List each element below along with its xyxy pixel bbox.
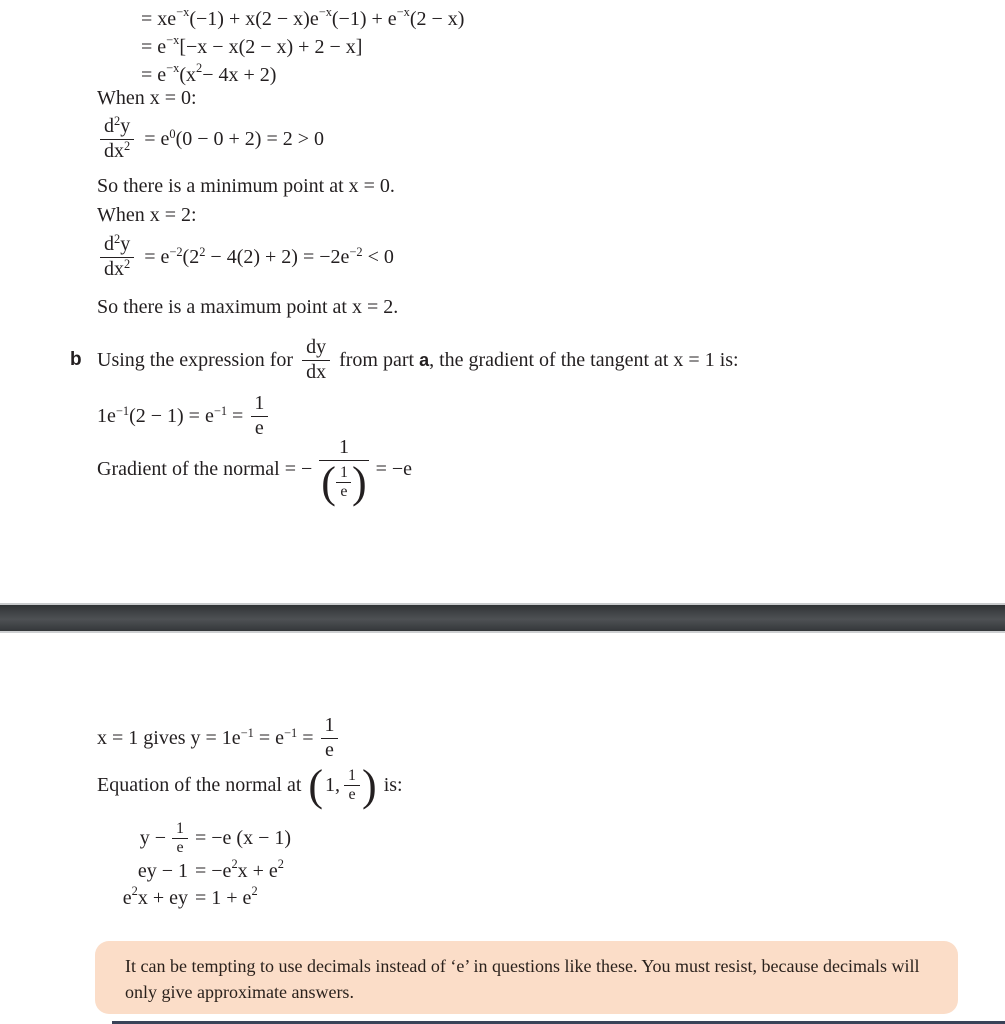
right-paren: ) xyxy=(351,457,367,507)
left-paren: ( xyxy=(308,761,324,810)
equation-lhs: y − $\frac{1}{e}$ xyxy=(102,820,188,858)
left-paren: ( xyxy=(321,457,336,507)
part-b-label: b xyxy=(70,349,82,371)
normal-point-after: is: xyxy=(383,774,403,797)
y-at-x1-equation xyxy=(97,714,338,762)
equation-rhs: = −e $^2$ x + e $^2$ xyxy=(195,857,284,882)
tangent-gradient-lhs: $1e^{-1}(2 - 1) = e^{-1}$ = xyxy=(97,403,244,427)
one-over-e-fraction: $\frac{1}{e}$ xyxy=(336,464,352,502)
normal-gradient-equation xyxy=(97,436,413,507)
one-over-e-fraction: $\frac{1}{e}$ xyxy=(344,767,360,805)
fraction-numerator: $d^2y$ xyxy=(104,232,131,255)
point-x-coordinate: 1, xyxy=(325,774,341,797)
equation-lhs: e $^2$ x + ey xyxy=(122,884,188,909)
fraction-numerator: $d^2y$ xyxy=(104,114,131,137)
x0-result-text: = $e^0(0 - 0 + 2) = 2 > 0$ xyxy=(144,126,324,150)
dy-dx-fraction xyxy=(302,336,330,384)
nested-fraction-denominator xyxy=(319,457,368,507)
equation-rhs: = −e (x − 1) xyxy=(195,827,292,850)
part-b-line xyxy=(70,336,739,384)
x2-result-text: = $e^{-2}(2^2 - 4(2) + 2) = -2e^{-2} < 0$ xyxy=(144,244,394,268)
normal-gradient-lhs: Gradient of the normal = − xyxy=(97,457,313,480)
part-b-before-text: Using the expression for xyxy=(97,348,294,371)
equation-lhs: ey − 1 xyxy=(137,859,188,882)
right-paren: ) xyxy=(362,761,377,810)
one-over-e-fraction: $\frac{1}{e}$ xyxy=(320,714,338,762)
when-x2-text: When x = 2: xyxy=(97,204,197,226)
fraction-denominator: $dx^2$ xyxy=(100,139,134,164)
normal-gradient-result: = −e xyxy=(375,457,413,480)
second-derivative-x0-equation xyxy=(100,115,324,163)
second-derivative-x2-equation xyxy=(100,233,394,281)
derivation-block xyxy=(141,5,464,89)
d2y-dx2-fraction xyxy=(100,115,134,163)
derivation-line: = xe $^{-x}$ (−1) + x(2 − x)e $^{-x}$ (−1) + e $^{-x}$ (2 − x) xyxy=(141,5,465,30)
normal-point-line xyxy=(97,761,403,810)
tip-text: It can be tempting to use decimals instead of ‘e’ in questions like these. You must resist, because decimals will only give approximate answers. xyxy=(125,956,920,1002)
normal-point-before: Equation of the normal at xyxy=(97,774,302,797)
normal-equation-steps xyxy=(102,820,291,912)
one-over-e-fraction: $\frac{1}{e}$ xyxy=(172,820,188,858)
one-over-e-fraction: $\frac{1}{e}$ xyxy=(250,392,268,440)
when-x0-text: When x = 0: xyxy=(97,87,197,109)
minimum-conclusion-text: So there is a minimum point at x = 0. xyxy=(97,175,395,197)
maximum-conclusion-text: So there is a maximum point at x = 2. xyxy=(97,296,399,318)
fraction-denominator: dx xyxy=(302,360,330,385)
y-at-x1-lhs: x = 1 gives $y = 1e^{-1} = e^{-1}$ = xyxy=(97,725,314,749)
derivation-line: = e $^{-x}$ [−x − x(2 − x) + 2 − x] xyxy=(141,33,363,58)
derivation-line: = e $^{-x}$ (x $^2$ − 4x + 2) xyxy=(141,61,277,86)
tangent-gradient-equation xyxy=(97,392,268,440)
d2y-dx2-fraction xyxy=(100,233,134,281)
page-break-separator xyxy=(0,603,1005,633)
fraction-denominator: $dx^2$ xyxy=(100,257,134,282)
part-b-after-text: from part a, the gradient of the tangent at x = 1 is: xyxy=(339,348,739,371)
nested-fraction: 1 ( $\frac{1}{e}$ ) xyxy=(321,436,367,507)
equation-rhs: = 1 + e $^2$ xyxy=(195,884,258,909)
fraction-numerator: dy xyxy=(306,336,327,358)
part-a-reference: a xyxy=(419,349,430,370)
tip-box xyxy=(95,941,958,1014)
